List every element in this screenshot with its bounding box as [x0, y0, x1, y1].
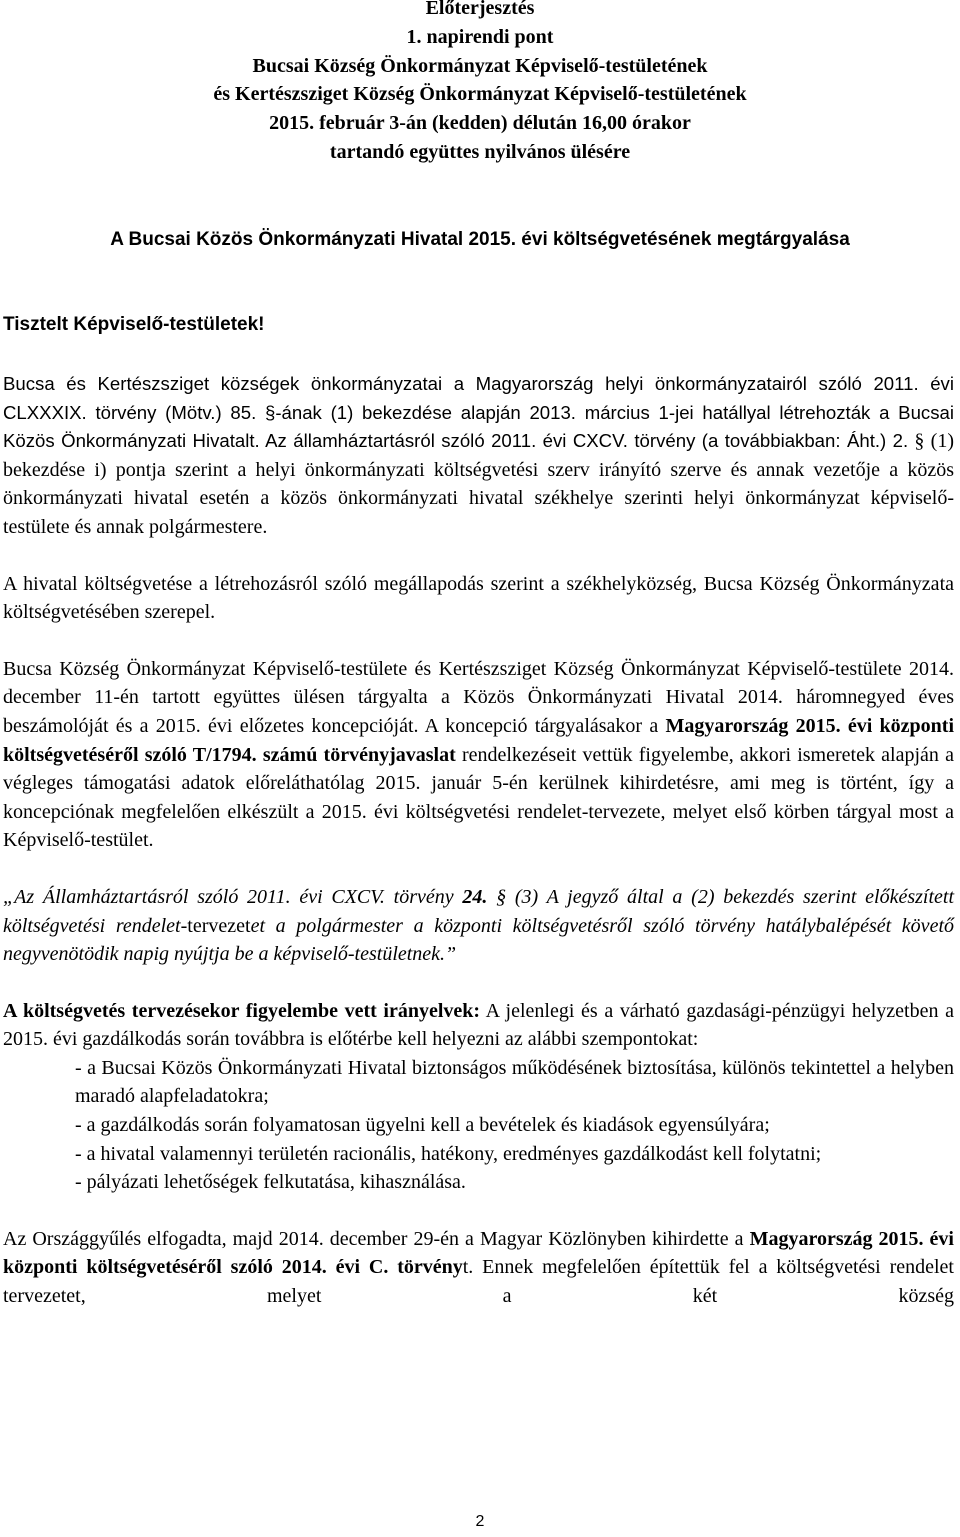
document-header — [0, 0, 960, 167]
document-body — [3, 370, 954, 1311]
quote-text-e: et a polgármester a központi költségvetésről szóló törvény hatálybalépését követő negyvenötödik napig nyújtja be a képviselő-testületnek.” — [3, 914, 954, 966]
header-date: 2015. február 3-án (kedden) délután 16,00 órakor — [269, 112, 691, 135]
salutation: Tisztelt Képviselő-testületek! — [3, 314, 265, 335]
paragraph-legal-basis — [3, 370, 954, 542]
paragraph-concept-bill: Magyarország 2015. évi központi költségvetéséről szóló T/1794. számú törvényjavaslat — [3, 714, 955, 766]
quote-text-d: tervezet — [187, 914, 251, 937]
guidelines-heading: A költségvetés tervezésekor figyelembe vett irányelvek: — [3, 999, 481, 1022]
budget-law-text-a: Az Országgyűlés elfogadta, majd 2014. december 29-én a Magyar Közlönyben kihirdette a — [3, 1227, 750, 1250]
paragraph-legal-basis-sans: Bucsa és Kertészsziget községek önkormányzatai a Magyarország helyi önkormányzatairól szóló 2011. évi CLXXXIX. törvény (Mötv.) 85. §-ának (1) bekezdése alapján 2013. március 1-jei hatállyal létrehozták a Bucsai Közös Önkormányzati Hivatalt. Az államháztartásról szóló 2011. évi CXCV. törvény (a továbbiakban: Áht.) 2. — [3, 373, 954, 452]
quote-text-c: § (3) A jegyző által a (2) bekezdés szerint előkészített költségvetési rendelet- — [3, 885, 954, 937]
paragraph-guidelines — [3, 997, 954, 1054]
list-item: - a hivatal valamennyi területén racionális, hatékony, eredményes gazdálkodást kell folytatni; — [75, 1142, 822, 1165]
budget-law-text-c: t. Ennek megfelelően építettük fel a költségvetési rendelet tervezetet, melyet a két község — [3, 1256, 954, 1308]
paragraph-concept-text-a: Bucsa Község Önkormányzat Képviselő-testülete és Kertészsziget Község Önkormányzat Képviselő-testülete 2014. december 11-én tartott együttes ülésen tárgyalta a Közös Önkormányzati Hivatal 2014. háromnegyed éves beszámolóját és a 2015. évi előzetes koncepcióját. A koncepció tárgyalásakor a — [3, 657, 954, 737]
list-item: - pályázati lehetőségek felkutatása, kihasználása. — [75, 1171, 466, 1194]
paragraph-concept-text-c: rendelkezéseit vettük figyelembe, akkori ismeretek alapján a végleges támogatási adatok előreláthatólag 2015. január 5-én kerülnek kihirdetésre, ami meg is történt, így a koncepciónak megfelelően elkészült a 2015. évi költségvetési rendelet-tervezete, melyet első körben tárgyal most a Képviselő-testület. — [3, 743, 954, 852]
budget-law-title: Magyarország 2015. évi központi költségvetéséről szóló 2014. évi C. törvény — [3, 1227, 954, 1279]
paragraph-budget-law — [3, 1225, 954, 1311]
paragraph-budget-location: A hivatal költségvetése a létrehozásról szóló megállapodás szerint a székhelyközség, Bucsa Község Önkormányzata költségvetésében szerepel. — [3, 572, 954, 624]
header-meeting: tartandó együttes nyilvános ülésére — [329, 140, 631, 163]
guidelines-text: A jelenlegi és a várható gazdasági-pénzügyi helyzetben a 2015. évi gazdálkodás során továbbra is előtérbe kell helyezni az alábbi szempontokat: — [3, 999, 954, 1051]
guidelines-list — [3, 1054, 954, 1197]
header-body-2: és Kertészsziget Község Önkormányzat Képviselő-testületének — [213, 83, 747, 106]
list-item: - a Bucsai Közös Önkormányzati Hivatal biztonságos működésének biztosítása, különös tekintettel a helyben maradó alapfeladatokra; — [75, 1056, 954, 1108]
paragraph-legal-basis-serif: § (1) bekezdése i) pontja szerint a helyi önkormányzati költségvetési szerv irányító szerve és annak vezetője a közös önkormányzati hivatal esetén a közös önkormányzati hivatal székhelye szerinti helyi önkormányzat képviselő-testülete és annak polgármestere. — [3, 430, 954, 538]
list-item: - a gazdálkodás során folyamatosan ügyelni kell a bevételek és kiadások egyensúlyára; — [75, 1114, 770, 1137]
quote-section-number: 24. — [462, 885, 488, 908]
header-agenda-item: 1. napirendi pont — [406, 25, 554, 48]
paragraph-concept — [3, 655, 954, 855]
header-body-1: Bucsai Község Önkormányzat Képviselő-testületének — [252, 54, 708, 77]
subject-line: A Bucsai Közös Önkormányzati Hivatal 2015. évi költségvetésének megtárgyalása — [110, 229, 850, 250]
header-title: Előterjesztés — [425, 0, 535, 19]
quote-text-a: „Az Államháztartásról szóló 2011. évi CXCV. törvény — [3, 885, 463, 908]
page-number: 2 — [475, 1513, 485, 1530]
paragraph-quote — [3, 883, 954, 969]
